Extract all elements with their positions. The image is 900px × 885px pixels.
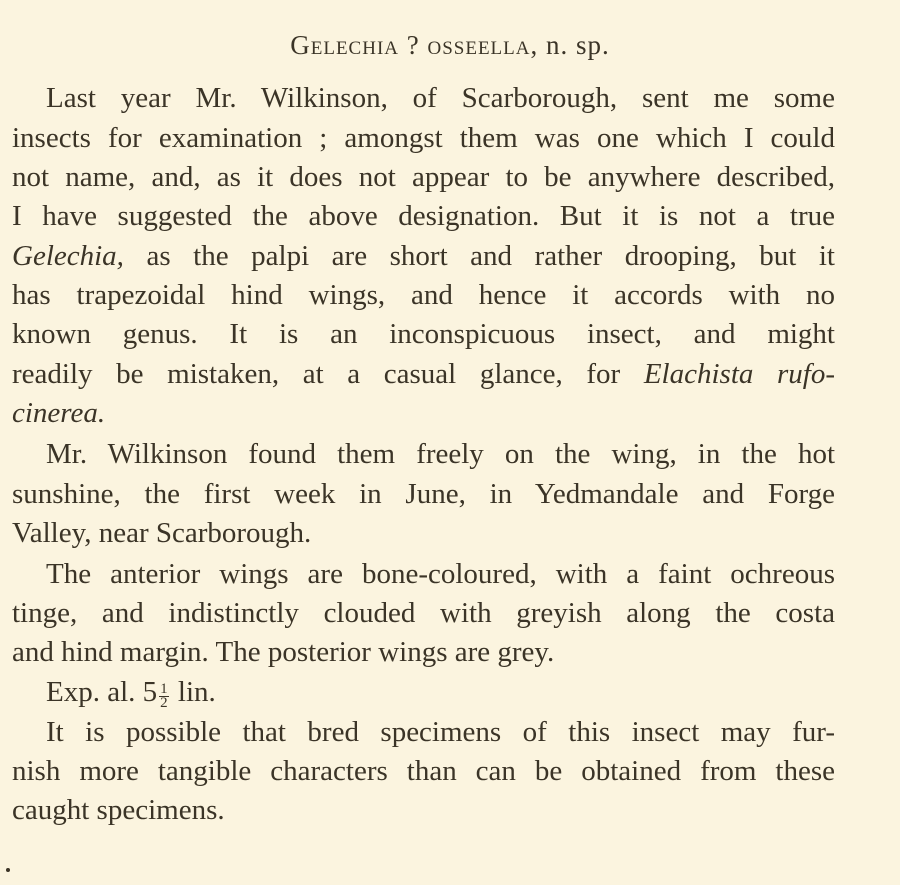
italic-genus-name: Gelechia, (12, 240, 124, 272)
expanse-line (46, 672, 216, 712)
expanse-prefix: Exp. al. 5 (46, 676, 158, 708)
italic-species-name: Elachista rufo- (643, 358, 835, 390)
text-line (12, 236, 835, 276)
heading-species: osseella, (427, 30, 539, 60)
text-line: I have suggested the above designation. But it is not a true (12, 200, 835, 232)
text-line-rest: as the palpi are short and rather drooping, but it (123, 240, 835, 272)
fraction-numerator: 1 (160, 681, 168, 697)
text-line: It is possible that bred specimens of this insect may fur- (46, 716, 835, 748)
heading-query-mark: ? (406, 30, 420, 60)
fraction-denominator: 2 (160, 695, 168, 711)
text-line (12, 354, 835, 394)
text-line-start: readily be mistaken, at a casual glance, for (12, 358, 644, 390)
text-line: nish more tangible characters than can be obtained from these (12, 755, 835, 787)
heading-new-species: n. sp. (545, 30, 610, 60)
text-line: caught specimens. (12, 794, 225, 826)
print-speck (6, 868, 10, 872)
text-line: The anterior wings are bone-coloured, with a faint ochreous (46, 558, 835, 590)
expanse-unit: lin. (170, 676, 216, 708)
species-heading (0, 30, 900, 61)
text-line: Last year Mr. Wilkinson, of Scarborough, sent me some (46, 82, 835, 114)
text-line: has trapezoidal hind wings, and hence it accords with no (12, 279, 835, 311)
text-line: and hind margin. The posterior wings are grey. (12, 636, 555, 668)
text-line: known genus. It is an inconspicuous insect, and might (12, 318, 835, 350)
text-line: Mr. Wilkinson found them freely on the wing, in the hot (46, 438, 835, 470)
text-line: Valley, near Scarborough. (12, 517, 312, 549)
italic-species-name-end: cinerea. (12, 397, 106, 429)
heading-genus: Gelechia (290, 30, 399, 60)
text-line: insects for examination ; amongst them was one which I could (12, 122, 835, 154)
text-line (12, 393, 105, 433)
text-line: not name, and, as it does not appear to be anywhere described, (12, 161, 835, 193)
text-line: tinge, and indistinctly clouded with greyish along the costa (12, 597, 835, 629)
text-line: sunshine, the first week in June, in Yedmandale and Forge (12, 478, 835, 510)
half-fraction (159, 683, 169, 710)
